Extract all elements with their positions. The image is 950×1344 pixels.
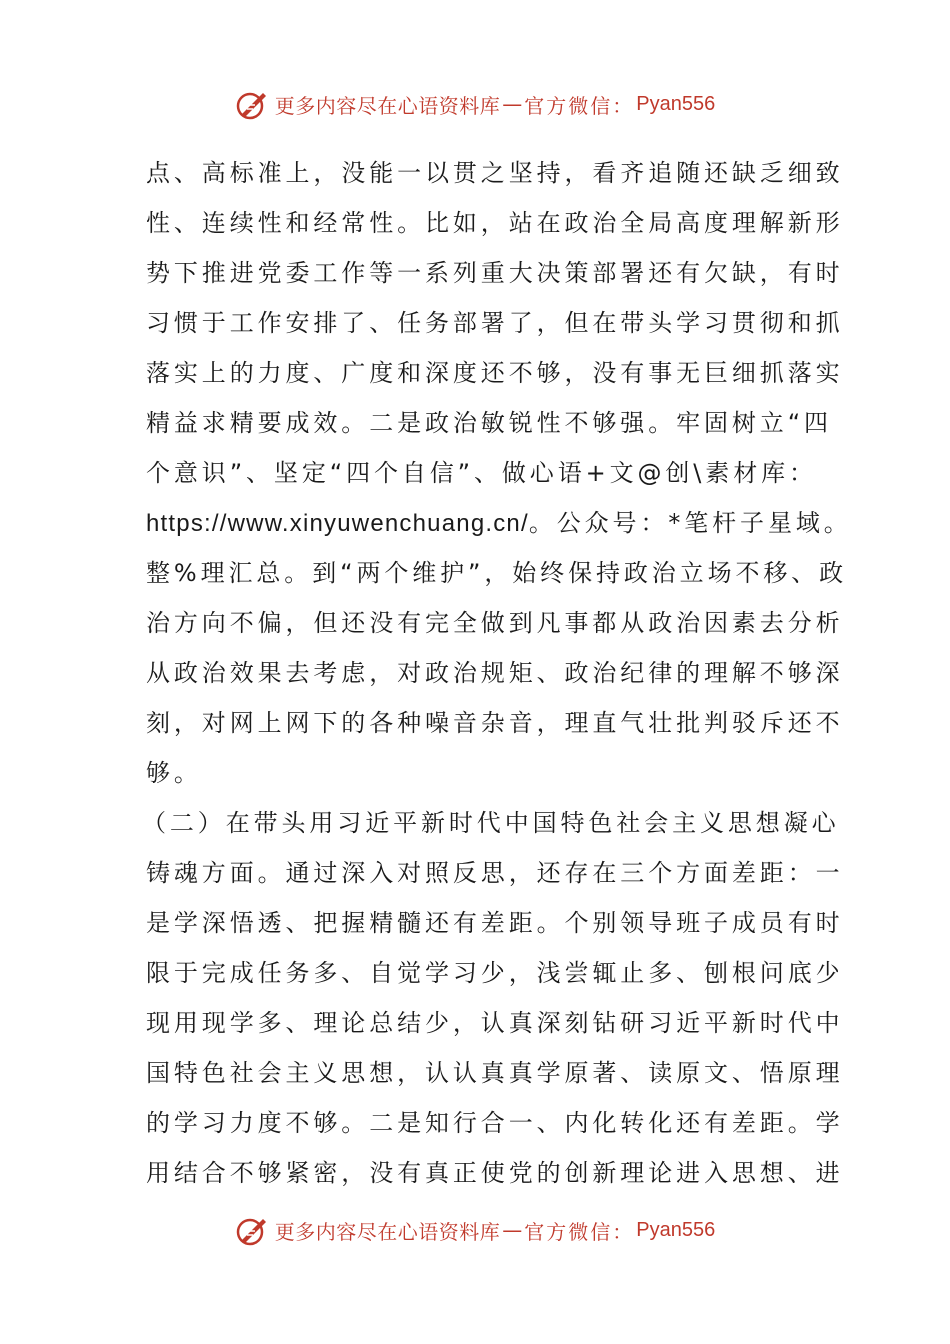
text-line: 势下推进党委工作等一系列重大决策部署还有欠缺，有时 — [146, 259, 844, 287]
document-body — [142, 148, 852, 1198]
banner-dash: — — [502, 92, 523, 116]
text-line: 现用现学多、理论总结少，认真深刻钻研习近平新时代中 — [146, 1009, 844, 1037]
text-line: 性、连续性和经常性。比如，站在政治全局高度理解新形 — [146, 209, 844, 237]
text-line: 个意识”、坚定“四个自信”、做心语+文@创\素材库： — [146, 459, 817, 487]
text-line: 限于完成任务多、自觉学习少，浅尝辄止多、刨根问底少 — [146, 959, 844, 987]
text-line: 铸魂方面。通过深入对照反思，还存在三个方面差距：一 — [146, 859, 844, 887]
banner-official-label: 官方微信： — [524, 93, 635, 118]
website-link[interactable]: https://www.xinyuwenchuang.cn/ — [146, 510, 529, 537]
url-line — [146, 498, 852, 548]
text-line: 够。 — [146, 759, 202, 787]
text-line: 国特色社会主义思想，认认真真学原著、读原文、悟原理 — [146, 1059, 844, 1087]
text-line: 从政治效果去考虑，对政治规矩、政治纪律的理解不够深 — [146, 659, 844, 687]
footer-official-label: 官方微信： — [524, 1219, 635, 1244]
banner-wechat-id: Pyan556 — [636, 92, 716, 115]
text-line: 治方向不偏，但还没有完全做到凡事都从政治因素去分析 — [146, 609, 844, 637]
text-line: 整%理汇总。到“两个维护”，始终保持政治立场不移、政 — [146, 559, 848, 587]
text-line: 精益求精要成效。二是政治敏锐性不够强。牢固树立“四 — [146, 409, 832, 437]
section-heading-line: （二）在带头用习近平新时代中国特色社会主义思想凝心 — [142, 809, 840, 837]
footer-dash: — — [502, 1218, 523, 1242]
footer-banner — [0, 1210, 950, 1250]
text-line: 习惯于工作安排了、任务部署了，但在带头学习贯彻和抓 — [146, 309, 844, 337]
banner-brand-text: 更多内容尽在心语资料库 — [274, 93, 501, 118]
text-line: 点、高标准上，没能一以贯之坚持，看齐追随还缺乏细致 — [146, 159, 844, 187]
text-line: 刻，对网上网下的各种噪音杂音，理直气壮批判驳斥还不 — [146, 709, 844, 737]
footer-brand-text: 更多内容尽在心语资料库 — [274, 1219, 501, 1244]
footer-wechat-id: Pyan556 — [636, 1218, 716, 1241]
url-line-suffix: 。公众号：*笔杆子星域。 — [528, 509, 852, 537]
header-banner — [0, 84, 950, 124]
text-line: 的学习力度不够。二是知行合一、内化转化还有差距。学 — [146, 1109, 844, 1137]
quill-circle-icon — [235, 87, 269, 121]
text-line: 落实上的力度、广度和深度还不够，没有事无巨细抓落实 — [146, 359, 844, 387]
text-line: 是学深悟透、把握精髓还有差距。个别领导班子成员有时 — [146, 909, 844, 937]
text-line: 用结合不够紧密，没有真正使党的创新理论进入思想、进 — [146, 1159, 844, 1187]
quill-circle-icon — [235, 1213, 269, 1247]
